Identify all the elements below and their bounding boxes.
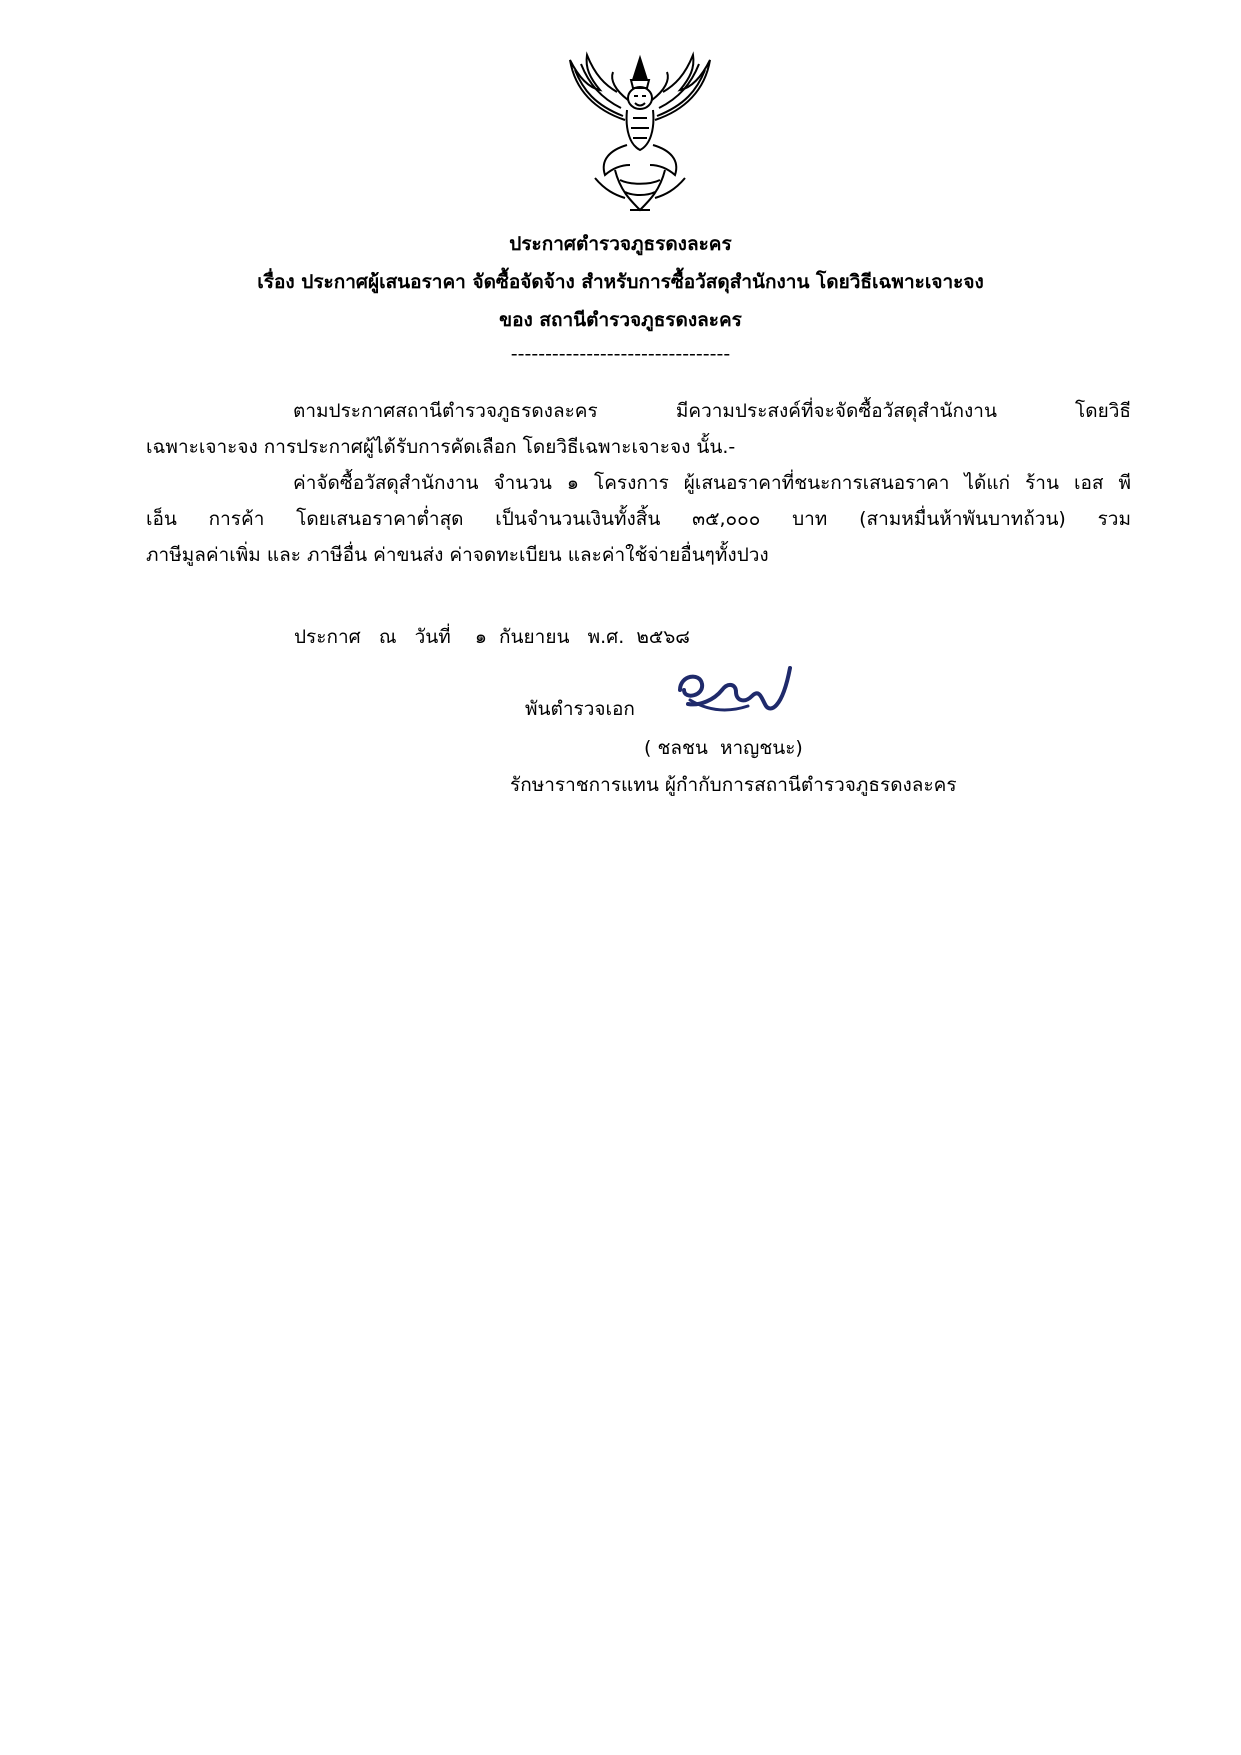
body-text — [146, 393, 1131, 573]
signatory-rank: พันตำรวจเอก — [525, 698, 635, 720]
paragraph-2-line-3: ภาษีมูลค่าเพิ่ม และ ภาษีอื่น ค่าขนส่ง ค่าจดทะเบียน และค่าใช้จ่ายอื่นๆทั้งปวง — [146, 544, 769, 566]
signatory-position: รักษาราชการแทน ผู้กำกับการสถานีตำรวจภูธรดงละคร — [510, 774, 957, 796]
handwritten-signature-icon — [670, 660, 800, 728]
garuda-emblem-icon — [555, 50, 725, 220]
paragraph-2-line-2: เอ็น การค้า โดยเสนอราคาต่ำสุด เป็นจำนวนเงินทั้งสิ้น ๓๕,๐๐๐ บาท (สามหมื่นห้าพันบาทถ้วน) รวม — [146, 508, 1131, 530]
paragraph-1-line-2: เฉพาะเจาะจง การประกาศผู้ได้รับการคัดเลือก โดยวิธีเฉพาะเจาะจง นั้น.- — [146, 436, 736, 458]
announcement-date: ประกาศ ณ วันที่ ๑ กันยายน พ.ศ. ๒๕๖๘ — [294, 626, 690, 648]
paragraph-1-line-1: ตามประกาศสถานีตำรวจภูธรดงละคร มีความประสงค์ที่จะจัดซื้อวัสดุสำนักงาน โดยวิธี — [293, 400, 1131, 422]
announcement-subject: เรื่อง ประกาศผู้เสนอราคา จัดซื้อจัดจ้าง สำหรับการซื้อวัสดุสำนักงาน โดยวิธีเฉพาะเจาะจง — [257, 271, 984, 293]
heading-separator: -------------------------------- — [510, 343, 731, 365]
announcement-title: ประกาศตำรวจภูธรดงละคร — [509, 233, 732, 255]
announcement-of-line: ของ สถานีตำรวจภูธรดงละคร — [499, 309, 742, 331]
paragraph-2-line-1: ค่าจัดซื้อวัสดุสำนักงาน จำนวน ๑ โครงการ ผู้เสนอราคาที่ชนะการเสนอราคา ได้แก่ ร้าน เอส พี — [293, 472, 1131, 494]
signatory-name: ( ชลชน หาญชนะ) — [644, 737, 803, 759]
